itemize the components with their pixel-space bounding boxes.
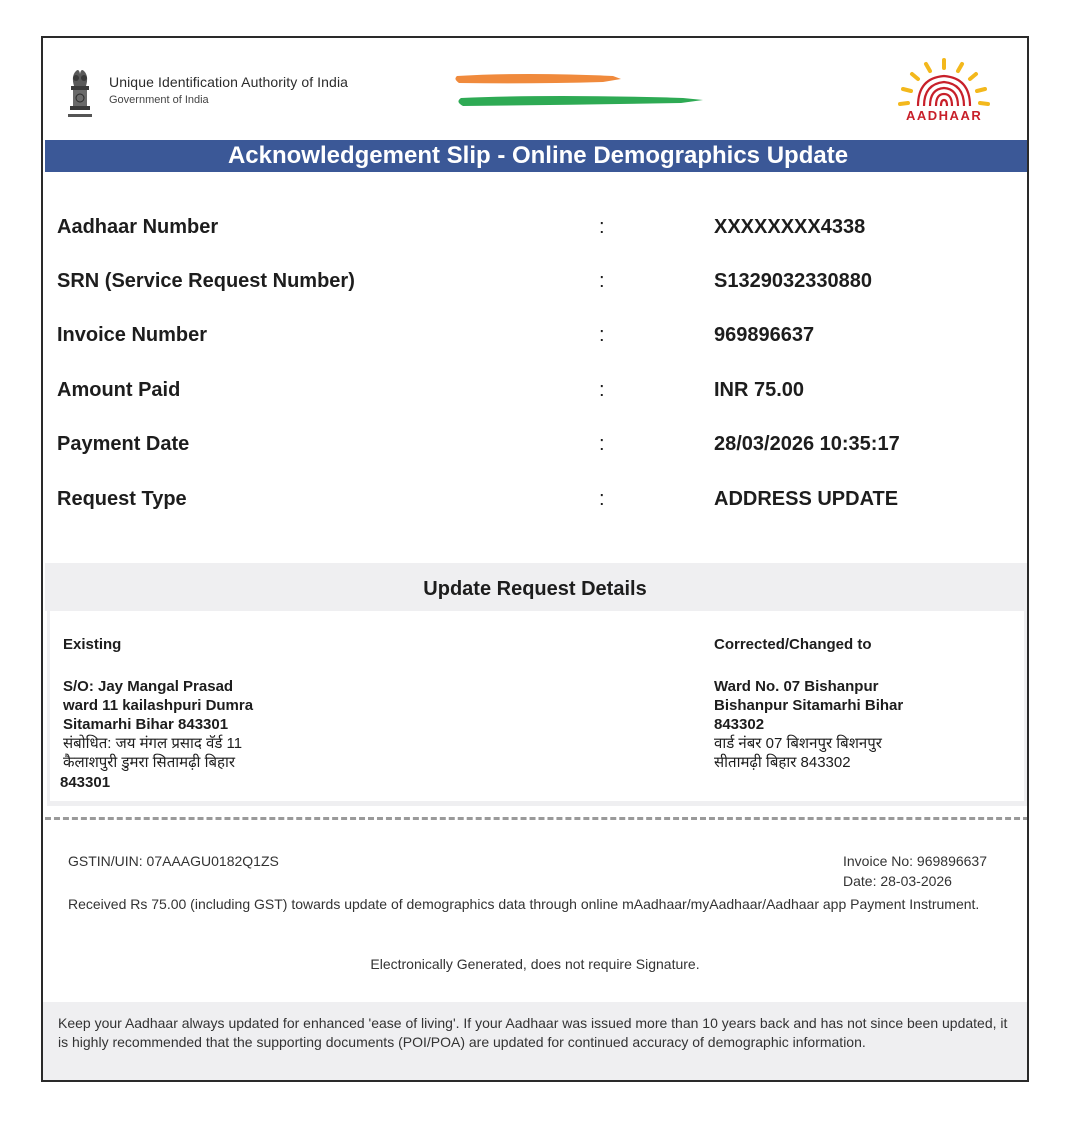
field-label-payment-date: Payment Date [57, 433, 190, 455]
corrected-address-line: 843302 [714, 716, 765, 733]
field-value-srn: S1329032330880 [714, 270, 872, 292]
tricolor-brush-icon [453, 70, 713, 112]
corrected-address-line: Bishanpur Sitamarhi Bihar [714, 697, 904, 714]
field-colon: : [599, 379, 605, 401]
existing-address-line: ward 11 kailashpuri Dumra [63, 697, 254, 714]
field-colon: : [599, 488, 605, 510]
field-value-amount-paid: INR 75.00 [714, 379, 805, 401]
header [43, 38, 1027, 140]
invoice-number: Invoice No: 969896637 [843, 853, 987, 869]
corrected-heading: Corrected/Changed to [714, 636, 872, 653]
aadhaar-logo-text: AADHAAR [906, 108, 983, 123]
existing-address-line: S/O: Jay Mangal Prasad [63, 678, 234, 695]
cut-line-divider [45, 817, 1029, 820]
payment-received-text: Received Rs 75.00 (including GST) towards update of demographics data through online mAadhaar/myAadhaar/Aadhaar app Payment Instrument. [68, 896, 980, 912]
invoice-date: Date: 28-03-2026 [843, 873, 952, 889]
field-label-amount-paid: Amount Paid [57, 379, 181, 401]
field-colon: : [599, 433, 605, 455]
details-box [47, 611, 1027, 806]
field-label-request-type: Request Type [57, 488, 187, 510]
field-colon: : [599, 324, 605, 346]
gstin: GSTIN/UIN: 07AAAGU0182Q1ZS [68, 853, 279, 869]
org-subtitle: Government of India [109, 94, 209, 106]
org-name: Unique Identification Authority of India [109, 74, 349, 90]
existing-heading: Existing [63, 636, 122, 653]
field-label-aadhaar-number: Aadhaar Number [57, 216, 219, 238]
details-title: Update Request Details [423, 578, 647, 600]
existing-address-line: 843301 [60, 774, 111, 791]
field-value-invoice-number: 969896637 [714, 324, 815, 346]
title-bar: Acknowledgement Slip - Online Demographics Update [45, 140, 1029, 172]
field-colon: : [599, 216, 605, 238]
footer-note: Keep your Aadhaar always updated for enhanced 'ease of living'. If your Aadhaar was issued more than 10 years back and has not since been updated, it is highly recommended that the supporting documents (POI/POA) are updated for continued accuracy of demographic information. [58, 1015, 1008, 1050]
existing-address-hindi-line: कैलाशपुरी डुमरा सितामढ़ी बिहार [63, 754, 236, 771]
field-colon: : [599, 270, 605, 292]
electronic-signature-note: Electronically Generated, does not require Signature. [370, 956, 700, 972]
corrected-address-hindi-line: वार्ड नंबर 07 बिशनपुर बिशनपुर [714, 735, 882, 752]
field-label-srn: SRN (Service Request Number) [57, 270, 355, 292]
existing-address-line: Sitamarhi Bihar 843301 [63, 716, 229, 733]
field-value-payment-date: 28/03/2026 10:35:17 [714, 433, 900, 455]
acknowledgement-slip [41, 36, 1029, 1082]
field-value-aadhaar-number: XXXXXXXX4338 [714, 216, 866, 238]
corrected-address-hindi-line: सीतामढ़ी बिहार 843302 [714, 754, 851, 771]
national-emblem-icon [65, 66, 95, 122]
field-value-request-type: ADDRESS UPDATE [714, 488, 899, 510]
field-label-invoice-number: Invoice Number [57, 324, 208, 346]
corrected-address-line: Ward No. 07 Bishanpur [714, 678, 879, 695]
existing-address-hindi-line: संबोधित: जय मंगल प्रसाद वॅर्ड 11 [63, 735, 243, 752]
